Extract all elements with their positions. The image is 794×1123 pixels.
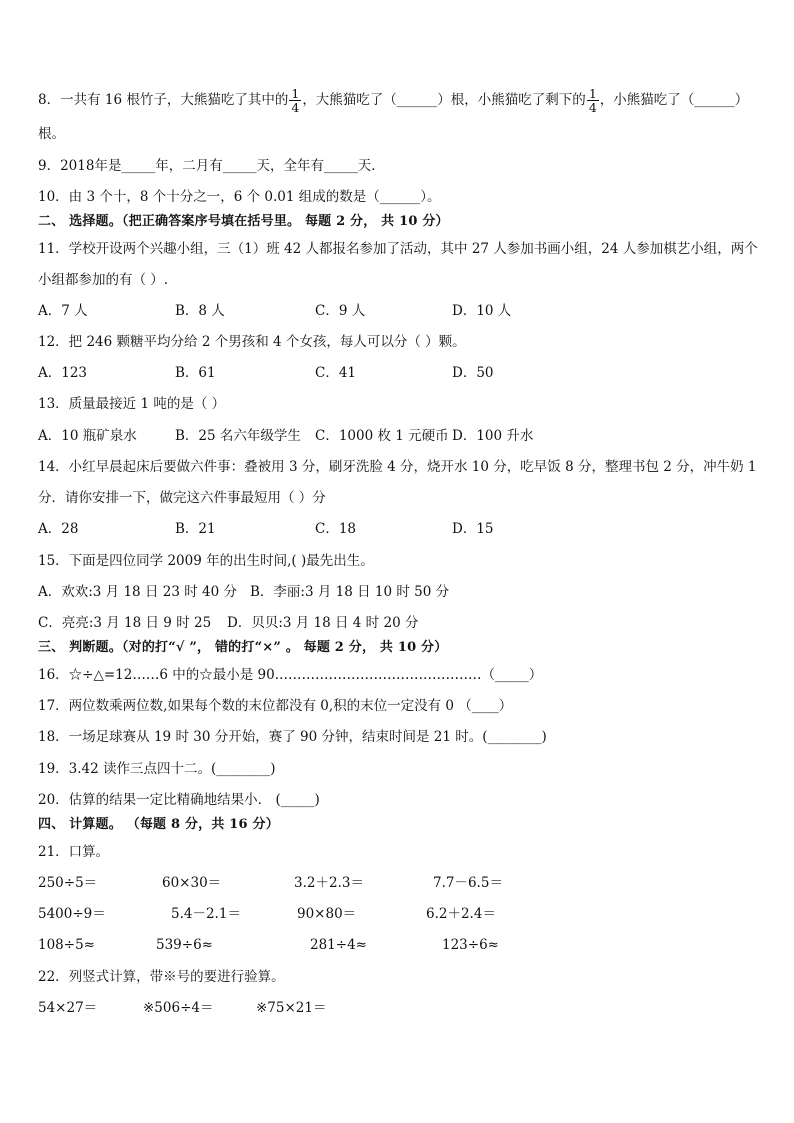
question-13: 13．质量最接近 1 吨的是（ ） [38, 396, 226, 412]
q15-option-a: A．欢欢:3 月 18 日 23 时 40 分 [38, 584, 237, 600]
q8-text-part1: 8．一共有 16 根竹子，大熊猫吃了其中的 [38, 92, 289, 108]
q15-option-d: D．贝贝:3 月 18 日 4 时 20 分 [227, 615, 419, 631]
q11-option-a: A．7 人 [38, 303, 88, 319]
q15-option-c: C．亮亮:3 月 18 日 9 时 25 [38, 615, 212, 631]
calc-item: 5400÷9＝ [38, 906, 106, 922]
question-12: 12．把 246 颗糖平均分给 2 个男孩和 4 个女孩，每人可以分（ ）颗。 [38, 334, 466, 350]
question-21-title: 21．口算。 [38, 844, 110, 860]
calc-item: 108÷5≈ [38, 937, 95, 953]
q13-option-d: D．100 升水 [452, 428, 534, 444]
q11-option-b: B．8 人 [175, 303, 225, 319]
question-18: 18．一场足球赛从 19 时 30 分开始，赛了 90 分钟，结束时间是 21 时。(________) [38, 729, 547, 745]
question-17: 17．两位数乘两位数,如果每个数的末位都没有 0,积的末位一定没有 0 （____） [38, 698, 513, 714]
section-4-heading: 四、 计算题。 （每题 8 分，共 16 分） [38, 817, 279, 832]
fraction-one-quarter-2: $\frac{1}{4}$ [588, 86, 597, 115]
q13-option-b: B．25 名六年级学生 [175, 428, 301, 444]
q13-option-c: C．1000 枚 1 元硬币 [315, 428, 449, 444]
question-11-line1: 11．学校开设两个兴趣小组，三（1）班 42 人都报名参加了活动，其中 27 人参加书画小组，24 人参加棋艺小组，两个 [38, 241, 758, 257]
q14-option-a: A．28 [38, 521, 79, 537]
vertical-calc-item: ※506÷4＝ [143, 1000, 214, 1016]
question-15: 15．下面是四位同学 2009 年的出生时间,( )最先出生。 [38, 553, 374, 569]
q13-option-a: A．10 瓶矿泉水 [38, 428, 137, 444]
question-20: 20．估算的结果一定比精确地结果小． (_____) [38, 792, 320, 808]
calc-item: 7.7－6.5＝ [433, 875, 503, 891]
calc-item: 281÷4≈ [310, 937, 367, 953]
question-19: 19．3.42 读作三点四十二。(________) [38, 761, 276, 777]
q15-option-b: B．李丽:3 月 18 日 10 时 50 分 [250, 584, 450, 600]
q11-option-c: C．9 人 [315, 303, 366, 319]
calc-item: 3.2＋2.3＝ [294, 875, 364, 891]
fraction-one-quarter: $\frac{1}{4}$ [291, 86, 300, 115]
section-3-heading: 三、 判断题。（对的打“√ ”， 错的打“×” 。 每题 2 分， 共 10 分） [38, 640, 448, 655]
q12-option-a: A．123 [38, 365, 88, 381]
q8-text-part3: ，小熊猫吃了（______） [599, 92, 749, 108]
question-9: 9．2018年是_____年，二月有_____天，全年有_____天． [38, 158, 385, 174]
question-22-title: 22．列竖式计算，带※号的要进行验算。 [38, 969, 285, 985]
q11-option-d: D．10 人 [452, 303, 512, 319]
calc-item: 6.2＋2.4＝ [426, 906, 496, 922]
q14-option-b: B．21 [175, 521, 216, 537]
q12-option-c: C．41 [315, 365, 357, 381]
q12-option-d: D．50 [452, 365, 494, 381]
question-14-line2: 分．请你安排一下，做完这六件事最短用（ ）分 [38, 490, 326, 506]
q14-option-c: C．18 [315, 521, 357, 537]
question-8 [38, 87, 748, 114]
question-10: 10．由 3 个十，8 个十分之一，6 个 0.01 组成的数是（______）。 [38, 189, 441, 205]
section-2-heading: 二、 选择题。（把正确答案序号填在括号里。 每题 2 分， 共 10 分） [38, 214, 449, 229]
calc-item: 539÷6≈ [156, 937, 213, 953]
vertical-calc-item: ※75×21＝ [256, 1000, 327, 1016]
q14-option-d: D．15 [452, 521, 494, 537]
q12-option-b: B．61 [175, 365, 216, 381]
calc-item: 90×80＝ [297, 906, 357, 922]
calc-item: 5.4－2.1＝ [171, 906, 241, 922]
calc-item: 123÷6≈ [442, 937, 499, 953]
q8-line2: 根。 [38, 126, 65, 142]
question-14-line1: 14．小红早晨起床后要做六件事：叠被用 3 分，刷牙洗脸 4 分，烧开水 10 分，吃早饭 8 分，整理书包 2 分，冲牛奶 1 [38, 459, 757, 475]
calc-item: 60×30＝ [162, 875, 222, 891]
question-11-line2: 小组都参加的有（ ）. [38, 272, 169, 288]
vertical-calc-item: 54×27＝ [38, 1000, 98, 1016]
question-16: 16．☆÷△=12……6 中的☆最小是 90.………………………………………（_____） [38, 667, 543, 683]
calc-item: 250÷5＝ [38, 875, 98, 891]
q8-text-part2: ，大熊猫吃了（______）根，小熊猫吃了剩下的 [302, 92, 586, 108]
